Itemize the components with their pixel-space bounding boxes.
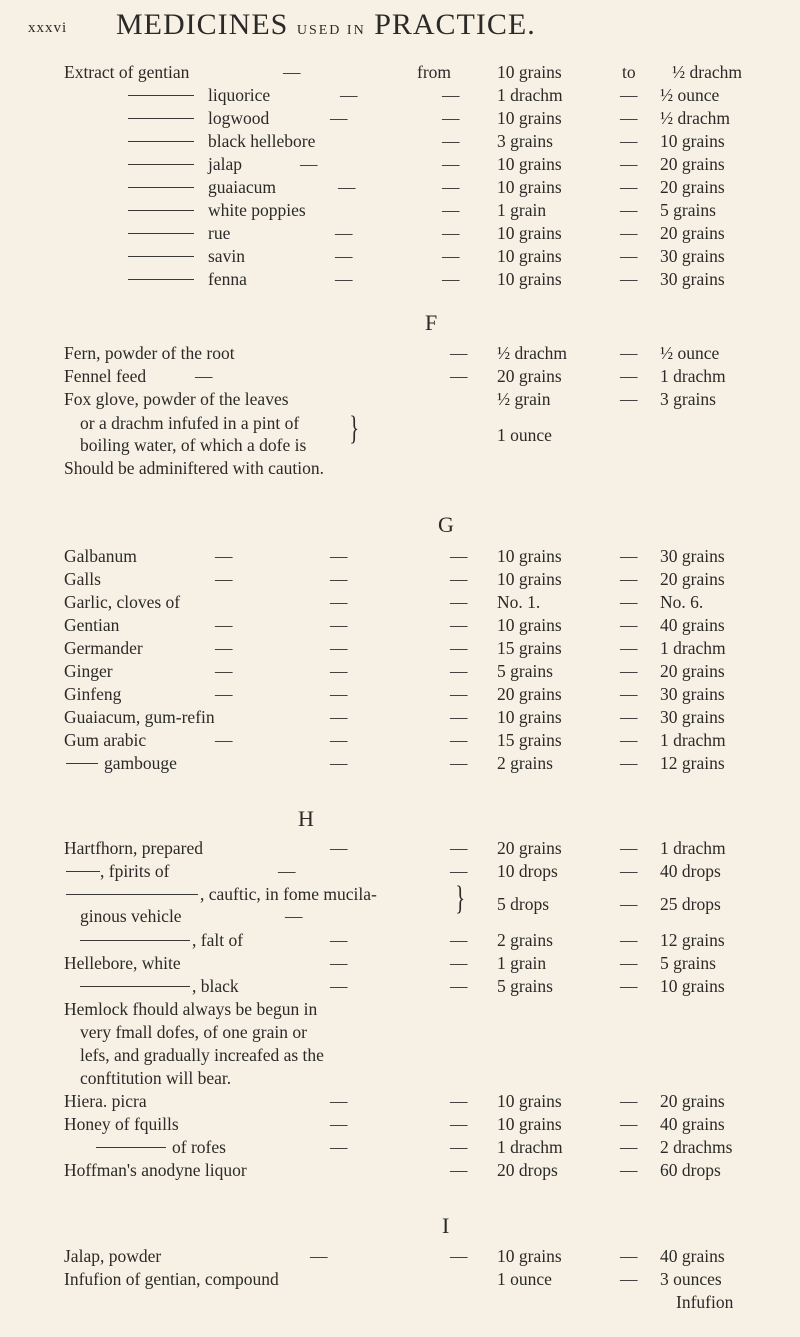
- table-row: 5 drops — 25 drops: [497, 894, 721, 914]
- table-row: jalap — — 10 grains — 20 grains: [0, 153, 800, 175]
- min-dose: 10 grains: [497, 707, 562, 727]
- table-row: Fox glove, powder of the leaves ½ grain — 3 grains: [64, 389, 716, 409]
- min-dose: 10 grains: [497, 108, 562, 128]
- table-row: Ginger — — — 5 grains — 20 grains: [64, 661, 725, 681]
- table-row: , black — — 5 grains — 10 grains: [0, 975, 800, 997]
- max-dose: 20 grains: [660, 569, 725, 589]
- drug-name: Hiera. picra: [64, 1091, 147, 1111]
- drug-name: white poppies: [208, 200, 306, 220]
- min-dose: 5 grains: [497, 661, 553, 681]
- min-dose: 20 grains: [497, 684, 562, 704]
- max-dose: 1 drachm: [660, 838, 726, 858]
- drug-name: liquorice: [208, 85, 271, 105]
- brace-icon: }: [349, 410, 360, 447]
- note-line: conftitution will bear.: [80, 1068, 232, 1088]
- max-dose: 20 grains: [660, 661, 725, 681]
- table-row: savin — — 10 grains — 30 grains: [0, 245, 800, 267]
- min-dose: 10 grains: [497, 62, 562, 82]
- section-letter: H: [298, 806, 314, 831]
- drug-name: Garlic, cloves of: [64, 592, 181, 612]
- max-dose: 5 grains: [660, 953, 716, 973]
- table-row: guaiacum — — 10 grains — 20 grains: [0, 176, 800, 198]
- max-dose: 5 grains: [660, 200, 716, 220]
- max-dose: ½ drachm: [660, 108, 730, 128]
- max-dose: ½ ounce: [660, 343, 720, 363]
- min-dose: 3 grains: [497, 131, 553, 151]
- max-dose: 30 grains: [660, 269, 725, 289]
- drug-name: savin: [208, 246, 245, 266]
- min-dose: 10 grains: [497, 177, 562, 197]
- max-dose: 30 grains: [660, 546, 725, 566]
- max-dose-note: Infufion: [676, 1292, 734, 1312]
- min-dose: 10 grains: [497, 1246, 562, 1266]
- drug-name: Jalap, powder: [64, 1246, 162, 1266]
- max-dose: 25 drops: [660, 894, 721, 914]
- min-dose: 2 grains: [497, 930, 553, 950]
- min-dose: 10 grains: [497, 1091, 562, 1111]
- max-dose: 10 grains: [660, 131, 725, 151]
- note-line: Should be adminiftered with caution.: [64, 458, 325, 478]
- min-dose: 10 grains: [497, 223, 562, 243]
- table-row: logwood — — 10 grains — ½ drachm: [0, 107, 800, 129]
- table-row: rue — — 10 grains — 20 grains: [0, 222, 800, 244]
- section-letter: F: [425, 310, 438, 335]
- drug-name: Honey of fquills: [64, 1114, 179, 1134]
- min-dose: 20 drops: [497, 1160, 558, 1180]
- min-dose: 2 grains: [497, 753, 553, 773]
- min-dose: 5 drops: [497, 894, 550, 914]
- max-dose: 1 drachm: [660, 638, 726, 658]
- drug-name: Hoffman's anodyne liquor: [64, 1160, 247, 1180]
- max-dose: 12 grains: [660, 753, 725, 773]
- max-dose: 3 ounces: [660, 1269, 722, 1289]
- table-row: Extract of gentian — from 10 grains to ½ drachm: [64, 62, 742, 82]
- table-row: Germander — — — 15 grains — 1 drachm: [64, 638, 726, 658]
- drug-name: Galls: [64, 569, 101, 589]
- table-row: , falt of — — 2 grains — 12 grains: [0, 929, 800, 951]
- brace-icon: }: [455, 880, 466, 917]
- max-dose: ½ drachm: [672, 62, 742, 82]
- max-dose: No. 6.: [660, 592, 704, 612]
- max-dose: 20 grains: [660, 154, 725, 174]
- drug-name: Fox glove, powder of the leaves: [64, 389, 289, 409]
- min-dose: 1 ounce: [497, 1269, 552, 1289]
- min-dose: 1 drachm: [497, 85, 563, 105]
- max-dose: 30 grains: [660, 246, 725, 266]
- max-dose: 10 grains: [660, 976, 725, 996]
- max-dose: 60 drops: [660, 1160, 721, 1180]
- min-dose: 1 grain: [497, 953, 547, 973]
- min-dose: 20 grains: [497, 366, 562, 386]
- min-dose: 10 drops: [497, 861, 558, 881]
- table-row: Hellebore, white — — 1 grain — 5 grains: [64, 953, 716, 973]
- min-dose: 1 drachm: [497, 1137, 563, 1157]
- drug-name: Galbanum: [64, 546, 137, 566]
- table-row: , fpirits of — — 10 drops — 40 drops: [0, 860, 800, 882]
- table-row: Gentian — — — 10 grains — 40 grains: [64, 615, 725, 635]
- note-line: boiling water, of which a dofe is: [80, 435, 307, 455]
- section-letter: G: [438, 512, 454, 537]
- table-row: black hellebore — 3 grains — 10 grains: [0, 130, 800, 152]
- max-dose: 12 grains: [660, 930, 725, 950]
- drug-name: Gum arabic: [64, 730, 147, 750]
- min-dose: 5 grains: [497, 976, 553, 996]
- min-dose: 10 grains: [497, 546, 562, 566]
- min-dose: 20 grains: [497, 838, 562, 858]
- table-row: Infufion of gentian, compound 1 ounce — 3 ounces: [64, 1269, 722, 1289]
- note-line: very fmall dofes, of one grain or: [80, 1022, 307, 1042]
- table-row: of rofes — — 1 drachm — 2 drachms: [0, 1136, 800, 1158]
- table-row: [0, 1291, 800, 1313]
- min-dose: 10 grains: [497, 269, 562, 289]
- note-line: Hemlock fhould always be begun in: [64, 999, 318, 1019]
- min-dose: 10 grains: [497, 1114, 562, 1134]
- drug-name: Ginger: [64, 661, 113, 681]
- table-row: Galls — — — 10 grains — 20 grains: [64, 569, 725, 589]
- max-dose: 40 grains: [660, 615, 725, 635]
- drug-name: Gentian: [64, 615, 120, 635]
- drug-name: ginous vehicle: [80, 906, 182, 926]
- max-dose: 20 grains: [660, 1091, 725, 1111]
- drug-name: Hellebore, white: [64, 953, 181, 973]
- drug-name: Fennel feed: [64, 366, 147, 386]
- table-row: Galbanum — — — 10 grains — 30 grains: [64, 546, 725, 566]
- table-row: Hiera. picra — — 10 grains — 20 grains: [64, 1091, 725, 1111]
- note-line: lefs, and gradually increafed as the: [80, 1045, 324, 1065]
- drug-name: jalap: [208, 154, 243, 174]
- to-label: to: [622, 62, 636, 82]
- table-row: fenna — — 10 grains — 30 grains: [0, 268, 800, 290]
- drug-name: Infufion of gentian, compound: [64, 1269, 279, 1289]
- min-dose: 15 grains: [497, 638, 562, 658]
- drug-name: Guaiacum, gum-refin: [64, 707, 215, 727]
- table-row: Gum arabic — — — 15 grains — 1 drachm: [64, 730, 726, 750]
- max-dose: 1 drachm: [660, 730, 726, 750]
- min-dose: 1 grain: [497, 200, 547, 220]
- max-dose: 20 grains: [660, 223, 725, 243]
- max-dose: ½ ounce: [660, 85, 720, 105]
- page-header: [28, 6, 768, 50]
- page-number: xxxvi: [28, 20, 68, 36]
- drug-name: rue: [208, 223, 231, 243]
- table-row: Guaiacum, gum-refin — — 10 grains — 30 grains: [64, 707, 725, 727]
- note-dose: 1 ounce: [497, 425, 552, 445]
- table-row: Garlic, cloves of — — No. 1. — No. 6.: [64, 592, 704, 612]
- max-dose: 40 grains: [660, 1246, 725, 1266]
- drug-name: , falt of: [192, 930, 244, 950]
- min-dose: No. 1.: [497, 592, 541, 612]
- table-row: Fern, powder of the root — ½ drachm — ½ ounce: [64, 343, 720, 363]
- max-dose: 2 drachms: [660, 1137, 733, 1157]
- min-dose: ½ drachm: [497, 343, 567, 363]
- drug-name: Germander: [64, 638, 143, 658]
- drug-name: Extract of gentian: [64, 62, 190, 82]
- table-row: Hartfhorn, prepared — — 20 grains — 1 drachm: [64, 838, 726, 858]
- table-row: white poppies — 1 grain — 5 grains: [0, 199, 800, 221]
- table-row: Hoffman's anodyne liquor — 20 drops — 60 drops: [64, 1160, 721, 1180]
- drug-name: guaiacum: [208, 177, 277, 197]
- max-dose: 30 grains: [660, 684, 725, 704]
- max-dose: 30 grains: [660, 707, 725, 727]
- drug-name: black hellebore: [208, 131, 316, 151]
- from-label: from: [417, 62, 452, 82]
- drug-name: Fern, powder of the root: [64, 343, 235, 363]
- drug-name: fenna: [208, 269, 247, 289]
- max-dose: 20 grains: [660, 177, 725, 197]
- max-dose: 1 drachm: [660, 366, 726, 386]
- table-row: Honey of fquills — — 10 grains — 40 grains: [64, 1114, 725, 1134]
- min-dose: 10 grains: [497, 154, 562, 174]
- table-row: Jalap, powder — — 10 grains — 40 grains: [64, 1246, 725, 1266]
- min-dose: 10 grains: [497, 569, 562, 589]
- min-dose: 10 grains: [497, 246, 562, 266]
- table-row: gambouge — — 2 grains — 12 grains: [0, 752, 800, 774]
- note-line: or a drachm infufed in a pint of: [80, 413, 300, 433]
- section-letter: I: [442, 1213, 450, 1238]
- drug-name: , fpirits of: [100, 861, 170, 881]
- drug-name: of rofes: [172, 1137, 226, 1157]
- min-dose: ½ grain: [497, 389, 551, 409]
- drug-name: Hartfhorn, prepared: [64, 838, 203, 858]
- min-dose: 10 grains: [497, 615, 562, 635]
- table-row: liquorice — — 1 drachm — ½ ounce: [0, 84, 800, 106]
- min-dose: 15 grains: [497, 730, 562, 750]
- table-row: Fennel feed — — 20 grains — 1 drachm: [64, 366, 726, 386]
- max-dose: 40 drops: [660, 861, 721, 881]
- drug-name: , cauftic, in fome mucila-: [200, 884, 377, 904]
- drug-name: logwood: [208, 108, 270, 128]
- drug-name: gambouge: [104, 753, 177, 773]
- table-row: ginous vehicle —: [80, 906, 303, 926]
- drug-name: , black: [192, 976, 239, 996]
- table-row: Ginfeng — — — 20 grains — 30 grains: [64, 684, 725, 704]
- page-title: MEDICINES USED IN PRACTICE.: [116, 8, 536, 41]
- max-dose: 40 grains: [660, 1114, 725, 1134]
- drug-name: Ginfeng: [64, 684, 122, 704]
- max-dose: 3 grains: [660, 389, 716, 409]
